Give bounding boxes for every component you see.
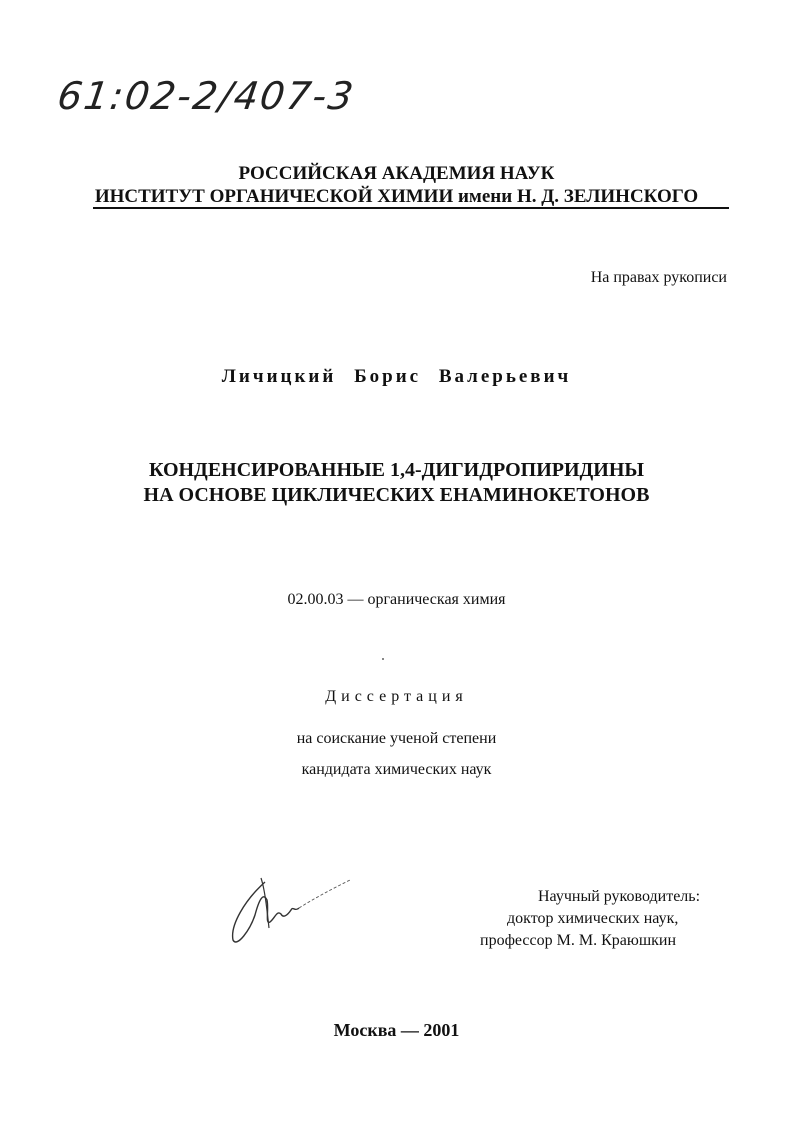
thesis-title-line1: КОНДЕНСИРОВАННЫЕ 1,4-ДИГИДРОПИРИДИНЫ [148, 459, 645, 481]
author-name: Личицкий Борис Валерьевич [221, 366, 572, 387]
degree-line1: на соискание ученой степени [296, 730, 497, 747]
thesis-title-line2: НА ОСНОВЕ ЦИКЛИЧЕСКИХ ЕНАМИНОКЕТОНОВ [143, 484, 650, 506]
header-divider [93, 207, 729, 209]
place-year: Москва — 2001 [333, 1020, 460, 1040]
archive-code-handwritten: 61:02-2/407-3 [54, 74, 358, 118]
advisor-name: профессор М. М. Краюшкин [480, 932, 677, 949]
specialty-code: 02.00.03 — органическая химия [287, 591, 506, 608]
rights-note: На правах рукописи [590, 269, 727, 286]
organization-institute: ИНСТИТУТ ОРГАНИЧЕСКОЙ ХИМИИ имени Н. Д. ЗЕЛИНСКОГО [94, 186, 699, 207]
signature-mark [225, 870, 355, 950]
degree-line2: кандидата химических наук [301, 761, 492, 778]
scan-speck [382, 658, 384, 660]
advisor-degree: доктор химических наук, [507, 910, 679, 927]
scientific-advisor [470, 886, 710, 952]
organization-academy: РОССИЙСКАЯ АКАДЕМИЯ НАУК [238, 163, 555, 184]
document-type: Диссертация [325, 688, 468, 705]
advisor-role: Научный руководитель: [538, 888, 701, 905]
